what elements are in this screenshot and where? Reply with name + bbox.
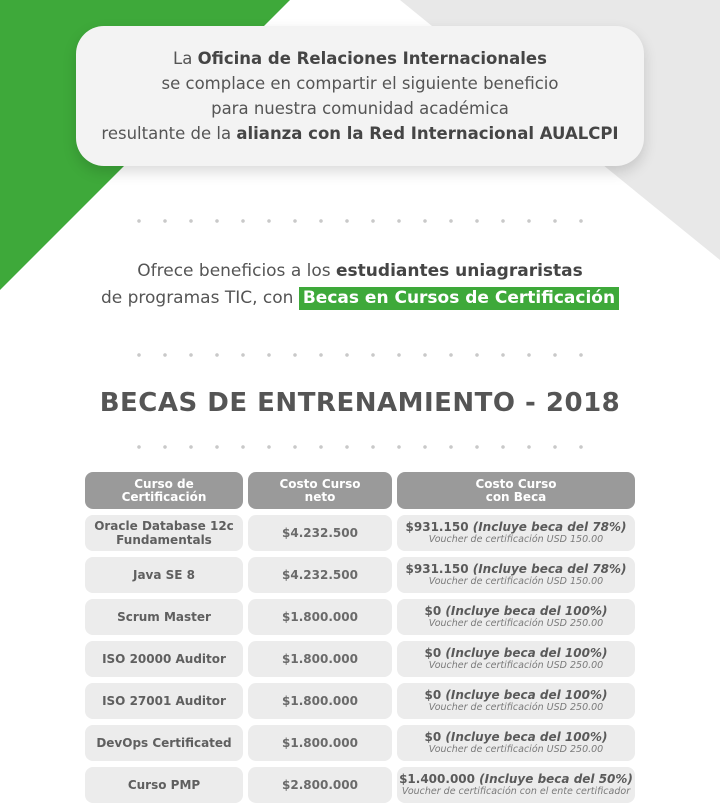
header-net-cost: Costo Curso neto [248, 472, 392, 509]
beca-cost-cell: $0 (Incluye beca del 100%) Voucher de certificación USD 250.00 [397, 641, 635, 677]
course-name-cell: ISO 27001 Auditor [85, 683, 243, 719]
table-row [85, 725, 635, 761]
beca-cost-cell: $1.400.000 (Incluye beca del 50%) Voucher de certificación con el ente certificador [397, 767, 635, 803]
course-name-cell: ISO 20000 Auditor [85, 641, 243, 677]
voucher-note: Voucher de certificación USD 150.00 [428, 576, 604, 587]
beca-cost-cell: $0 (Incluye beca del 100%) Voucher de certificación USD 250.00 [397, 599, 635, 635]
header-beca-cost: Costo Curso con Beca [397, 472, 635, 509]
net-cost-cell: $1.800.000 [248, 599, 392, 635]
students-highlight: estudiantes uniagraristas [336, 261, 583, 281]
beca-cost-cell: $931.150 (Incluye beca del 78%) Voucher de certificación USD 150.00 [397, 515, 635, 551]
table-row [85, 683, 635, 719]
dotted-divider-1 [126, 219, 596, 223]
dotted-divider-3 [126, 445, 596, 449]
table-row [85, 599, 635, 635]
subtitle-line-2: de programas TIC, con Becas en Cursos de Certificación [0, 285, 720, 312]
net-cost-cell: $2.800.000 [248, 767, 392, 803]
course-name-cell: Oracle Database 12c Fundamentals [85, 515, 243, 551]
becas-highlight: Becas en Cursos de Certificación [299, 287, 619, 310]
office-name: Oficina de Relaciones Internacionales [197, 49, 547, 68]
intro-line-4: resultante de la alianza con la Red Internacional AUALCPI [101, 124, 619, 143]
intro-line-1: La Oficina de Relaciones Internacionales [173, 49, 547, 68]
table-row [85, 767, 635, 803]
course-name-cell: Java SE 8 [85, 557, 243, 593]
beca-cost-cell: $0 (Incluye beca del 100%) Voucher de certificación USD 250.00 [397, 683, 635, 719]
table-body [85, 515, 635, 803]
beca-cost-cell: $931.150 (Incluye beca del 78%) Voucher de certificación USD 150.00 [397, 557, 635, 593]
benefit-subtitle [0, 258, 720, 312]
subtitle-line-1: Ofrece beneficios a los estudiantes uniagraristas [137, 261, 583, 281]
table-row [85, 557, 635, 593]
net-cost-cell: $1.800.000 [248, 683, 392, 719]
table-header-row [85, 472, 635, 509]
voucher-note: Voucher de certificación con el ente certificador [401, 786, 631, 797]
voucher-note: Voucher de certificación USD 150.00 [428, 534, 604, 545]
alliance-name: alianza con la Red Internacional AUALCPI [236, 124, 619, 143]
net-cost-cell: $1.800.000 [248, 725, 392, 761]
course-name-cell: DevOps Certificated [85, 725, 243, 761]
scholarship-table [85, 472, 635, 809]
net-cost-cell: $1.800.000 [248, 641, 392, 677]
course-name-cell: Scrum Master [85, 599, 243, 635]
intro-card [76, 26, 644, 166]
course-name-cell: Curso PMP [85, 767, 243, 803]
intro-line-2: se complace en compartir el siguiente beneficio [161, 74, 559, 93]
dotted-divider-2 [126, 353, 596, 357]
beca-cost-cell: $0 (Incluye beca del 100%) Voucher de certificación USD 250.00 [397, 725, 635, 761]
voucher-note: Voucher de certificación USD 250.00 [428, 660, 604, 671]
table-row [85, 641, 635, 677]
voucher-note: Voucher de certificación USD 250.00 [428, 702, 604, 713]
voucher-note: Voucher de certificación USD 250.00 [428, 744, 604, 755]
voucher-note: Voucher de certificación USD 250.00 [428, 618, 604, 629]
section-title: BECAS DE ENTRENAMIENTO - 2018 [99, 388, 621, 418]
intro-line-3: para nuestra comunidad académica [211, 99, 509, 118]
net-cost-cell: $4.232.500 [248, 515, 392, 551]
table-row [85, 515, 635, 551]
net-cost-cell: $4.232.500 [248, 557, 392, 593]
header-course: Curso de Certificación [85, 472, 243, 509]
